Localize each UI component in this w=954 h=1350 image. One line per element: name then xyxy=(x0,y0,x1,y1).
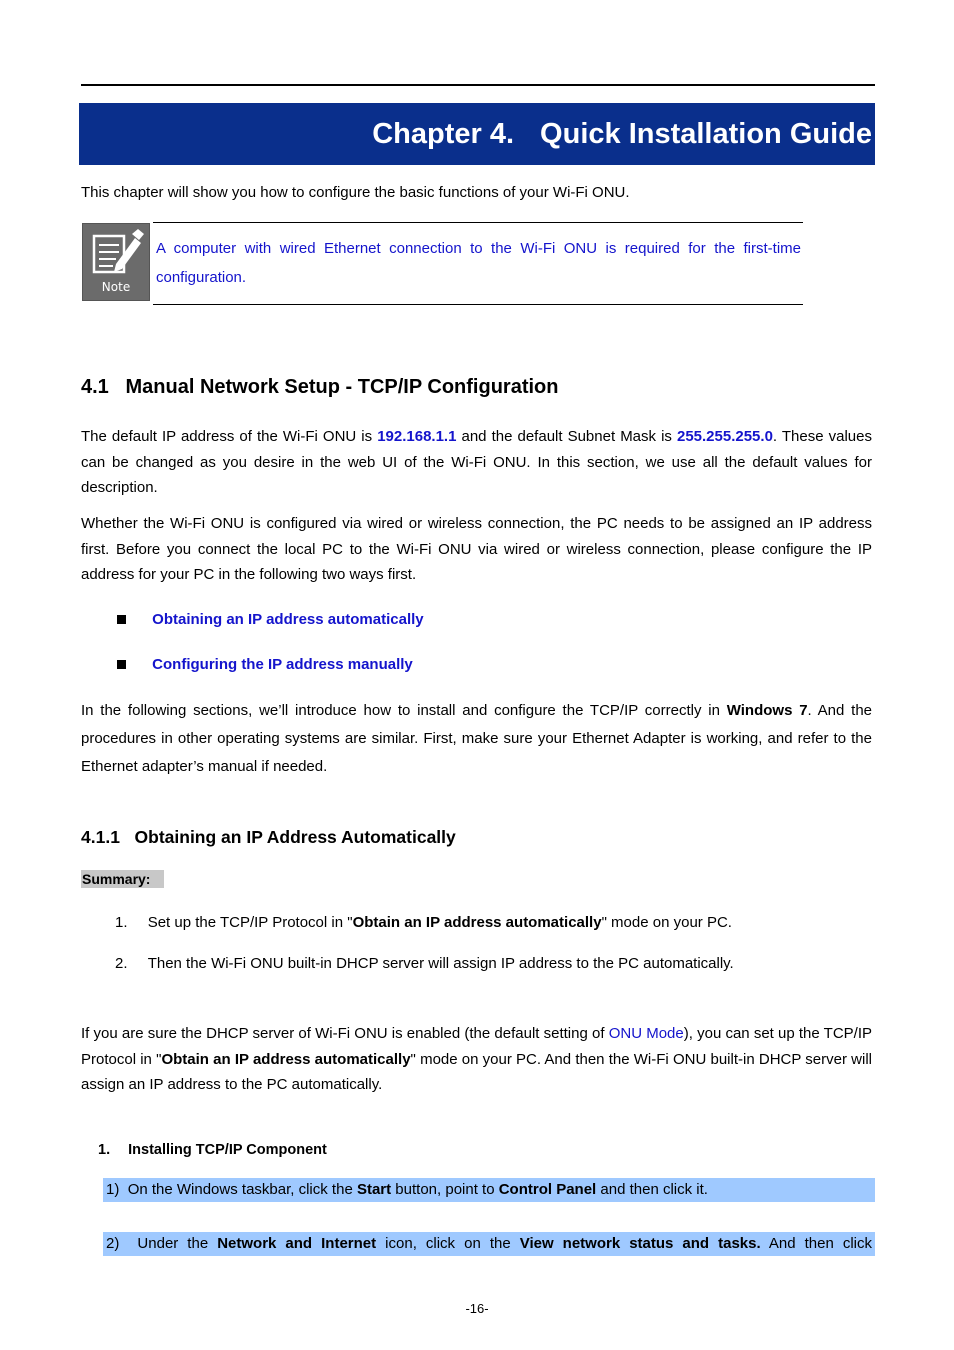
chapter-number: Chapter 4. xyxy=(372,117,515,150)
text-run: . These values can be changed as you desire in the web UI of the Wi-Fi ONU. In this section, we use all the default values for description. xyxy=(81,428,872,496)
os-name: Windows 7 xyxy=(726,702,808,719)
paragraph-dhcp xyxy=(81,1021,872,1098)
default-ip-value: 192.168.1.1 xyxy=(377,428,457,445)
link-item-auto[interactable] xyxy=(117,607,424,632)
network-internet-keyword: Network and Internet xyxy=(217,1235,377,1252)
section-number: 4.1 xyxy=(81,376,109,398)
text-run: ), you can set up the TCP/IP Protocol in " xyxy=(81,1025,872,1068)
page-number: -16- xyxy=(465,1301,489,1316)
link-onu-mode[interactable]: ONU Mode xyxy=(608,1025,684,1042)
mode-name: Obtain an IP address automatically xyxy=(161,1050,411,1068)
note-label: Note xyxy=(101,280,131,294)
step-number: 2. xyxy=(115,955,128,972)
text-run: Set up the TCP/IP Protocol in " xyxy=(147,914,353,931)
text-run: In the following sections, we’ll introduce how to install and configure the TCP/IP correctly in xyxy=(81,702,727,719)
text-run: And then click xyxy=(760,1235,872,1252)
paragraph-default-ip xyxy=(81,424,872,501)
note-box xyxy=(82,222,803,305)
chapter-banner xyxy=(79,103,875,165)
start-keyword: Start xyxy=(356,1181,392,1198)
step-number: 1. xyxy=(115,914,128,931)
step-text: Then the Wi-Fi ONU built-in DHCP server will assign IP address to the PC automatically. xyxy=(147,955,734,972)
chapter-title: Quick Installation Guide xyxy=(540,117,872,150)
mode-name: Obtain an IP address automatically xyxy=(352,914,602,931)
view-network-keyword: View network status and tasks. xyxy=(519,1235,761,1252)
default-mask-value: 255.255.255.0 xyxy=(676,428,773,445)
install-heading xyxy=(98,1139,327,1161)
intro-paragraph: This chapter will show you how to configure the basic functions of your Wi-Fi ONU. xyxy=(81,184,630,201)
text-run: and then click it. xyxy=(596,1181,708,1198)
install-number: 1. xyxy=(98,1142,111,1158)
top-rule xyxy=(81,84,875,86)
link-obtain-ip-automatically[interactable]: Obtaining an IP address automatically xyxy=(152,611,424,628)
step-number: 1) xyxy=(106,1181,120,1198)
summary-label: Summary: xyxy=(81,870,164,888)
section-title: Manual Network Setup - TCP/IP Configuration xyxy=(125,376,559,398)
step-number: 2) xyxy=(106,1235,120,1252)
summary-label-wrap xyxy=(81,871,164,888)
paragraph-assign-ip: Whether the Wi-Fi ONU is configured via wired or wireless connection, the PC needs to be assigned an IP address first. Before you connect the local PC to the Wi-Fi ONU via wired or wireless connection, please configure the IP address for your PC in the following two ways first. xyxy=(81,515,872,583)
text-run: icon, click on the xyxy=(376,1235,520,1252)
install-title: Installing TCP/IP Component xyxy=(128,1142,327,1158)
notepad-pencil-icon xyxy=(83,226,149,282)
summary-step-1 xyxy=(115,910,732,935)
section-heading-4-1 xyxy=(81,376,558,399)
text-run: " mode on your PC. And then the Wi-Fi ONU built-in DHCP server will assign an IP address to the PC automatically. xyxy=(81,1050,872,1093)
text-run: If you are sure the DHCP server of Wi-Fi ONU is enabled (the default setting of xyxy=(81,1025,609,1042)
install-step-1 xyxy=(103,1178,875,1202)
text-run: On the Windows taskbar, click the xyxy=(127,1181,357,1198)
note-icon xyxy=(82,223,150,301)
note-text: A computer with wired Ethernet connection to the Wi-Fi ONU is required for the first-time configuration. xyxy=(156,240,801,286)
subsection-number: 4.1.1 xyxy=(81,827,120,847)
link-configure-ip-manually[interactable]: Configuring the IP address manually xyxy=(152,656,413,673)
control-panel-keyword: Control Panel xyxy=(498,1181,597,1198)
square-bullet-icon xyxy=(117,660,126,669)
summary-step-2 xyxy=(115,951,734,976)
square-bullet-icon xyxy=(117,615,126,624)
text-run: . And the procedures in other operating systems are similar. First, make sure your Ethernet Adapter is working, and refer to the Ethernet adapter’s manual if needed. xyxy=(81,702,873,775)
text-run: and the default Subnet Mask is xyxy=(456,428,677,445)
text-run: The default IP address of the Wi-Fi ONU is xyxy=(81,428,378,445)
install-step-2 xyxy=(103,1232,875,1256)
note-rule-bottom xyxy=(153,304,803,305)
text-run: Under the xyxy=(137,1235,218,1252)
section-heading-4-1-1 xyxy=(81,827,456,848)
text-run: " mode on your PC. xyxy=(601,914,732,931)
paragraph-windows7 xyxy=(81,697,872,781)
note-rule-top xyxy=(153,222,803,223)
text-run: button, point to xyxy=(391,1181,499,1198)
link-item-manual[interactable] xyxy=(117,652,413,677)
subsection-title: Obtaining an IP Address Automatically xyxy=(134,827,456,847)
